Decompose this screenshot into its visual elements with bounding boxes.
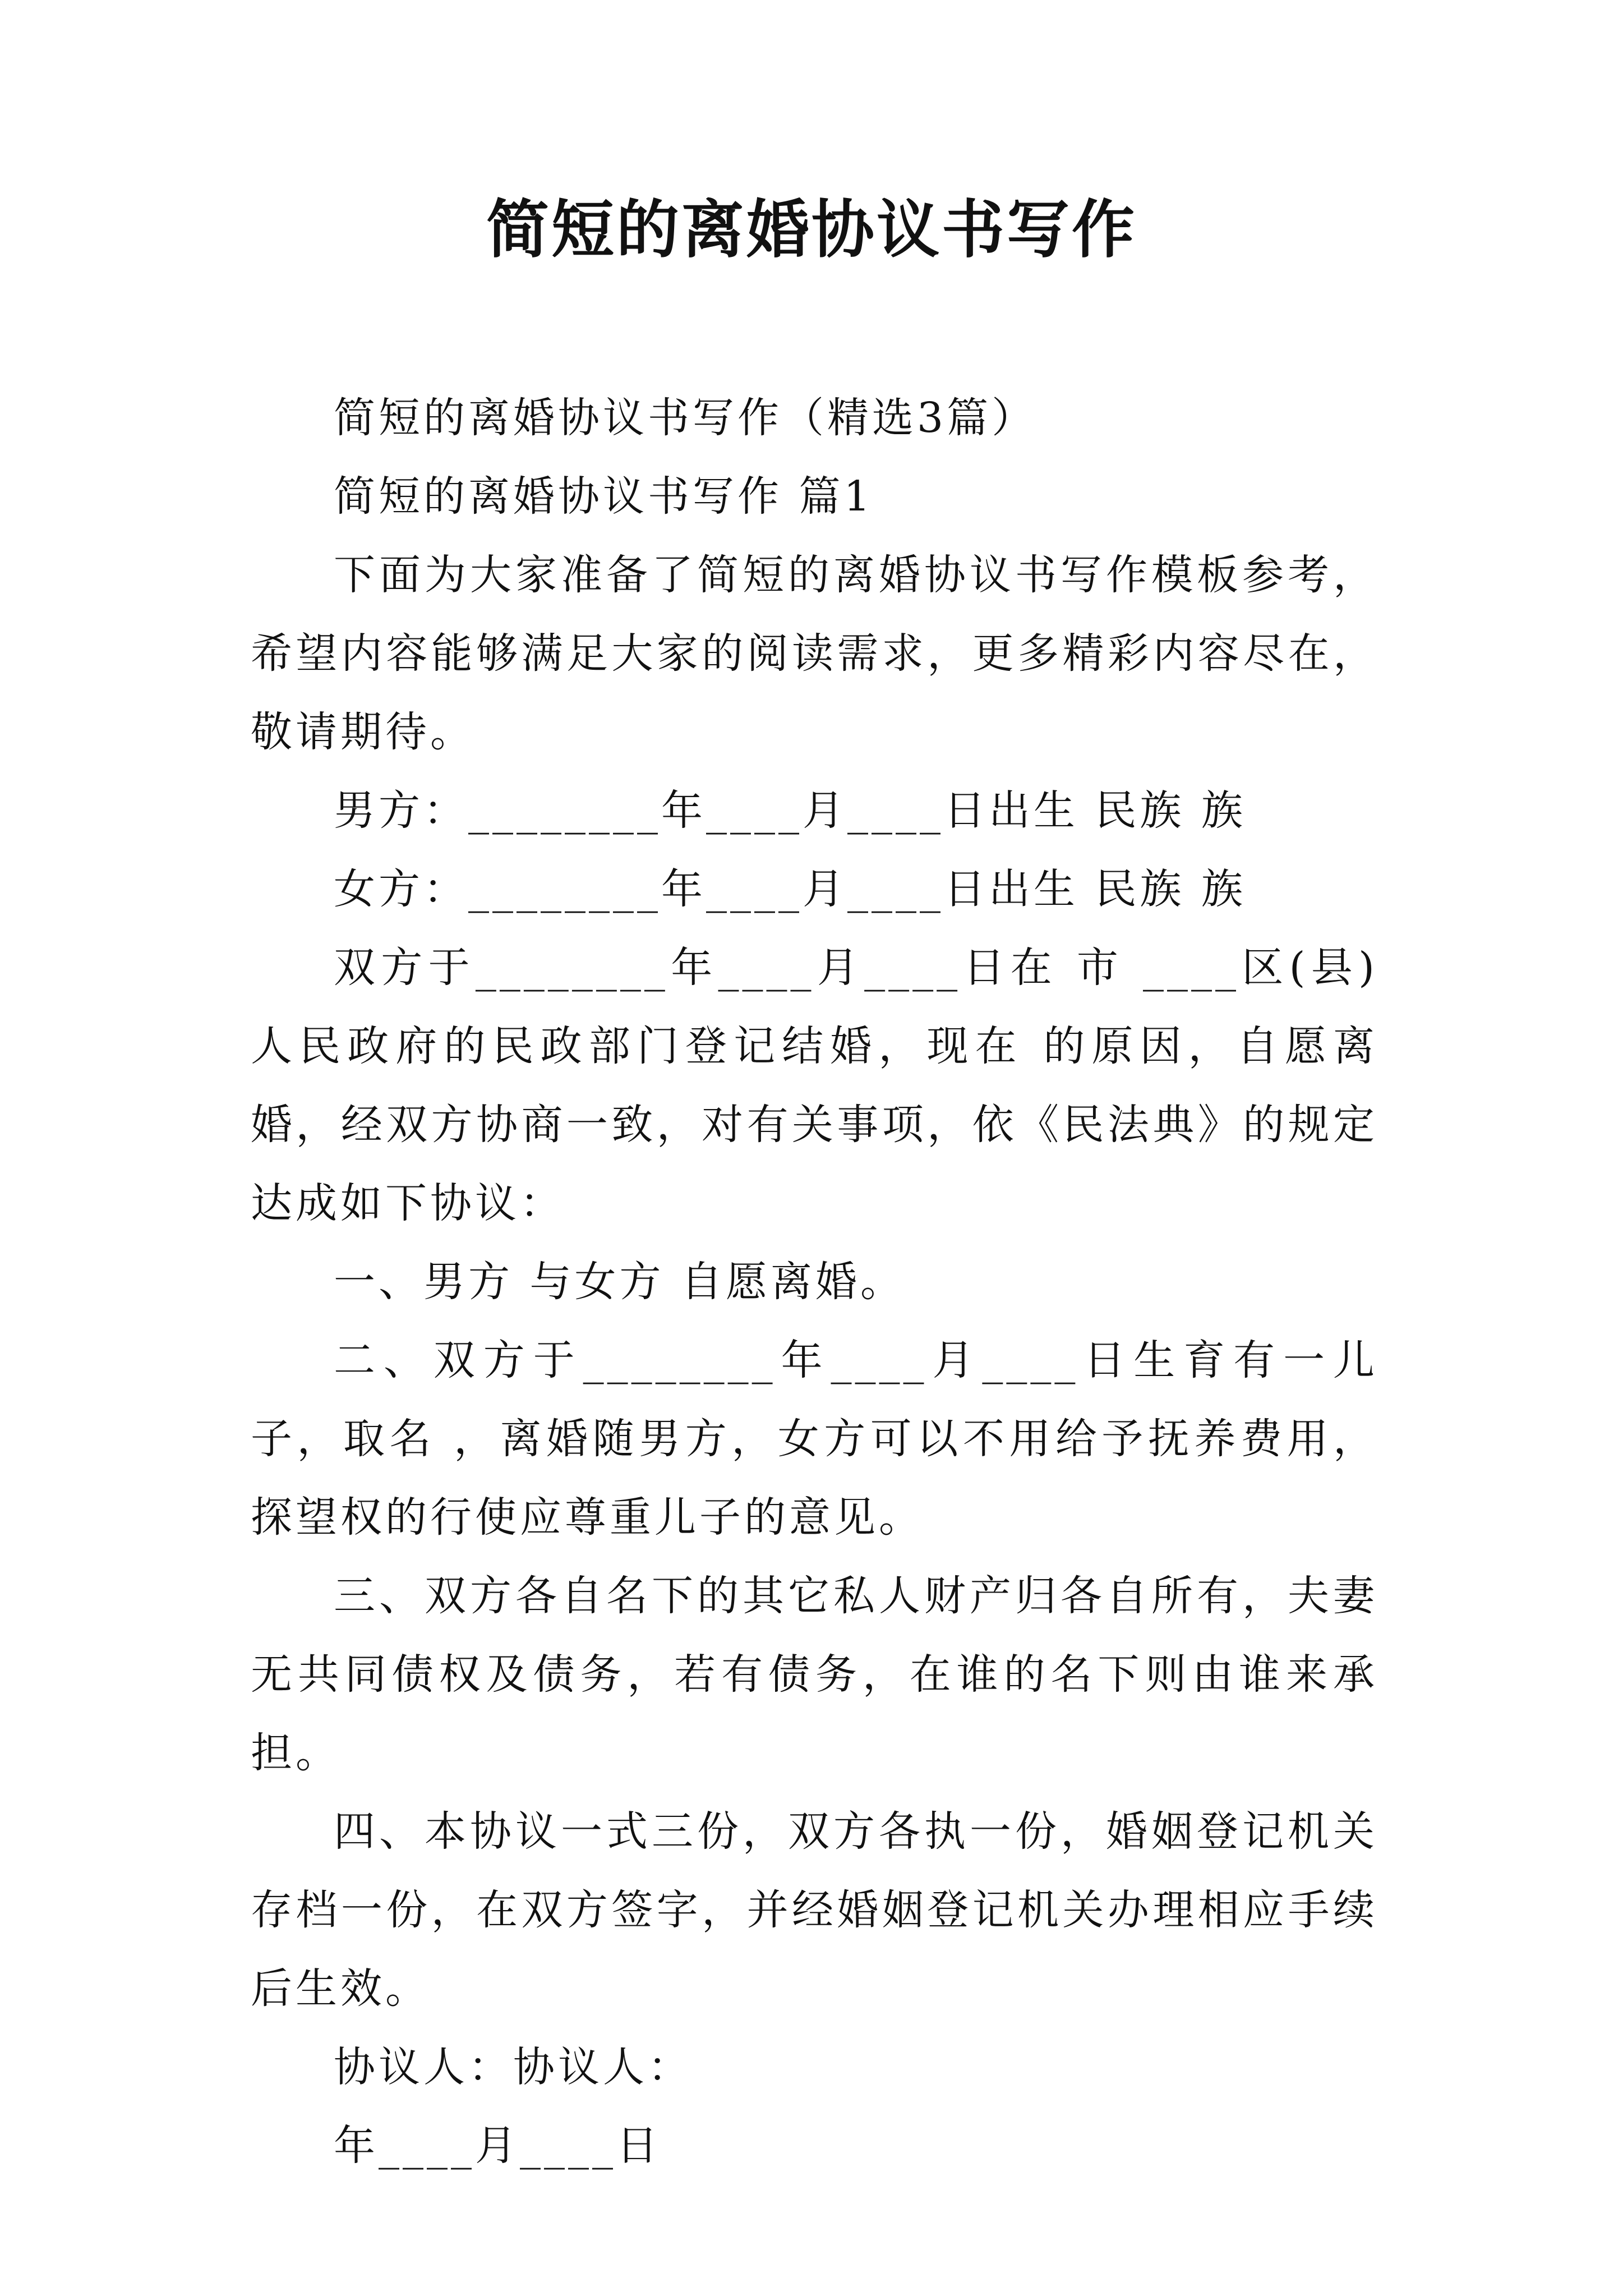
paragraph-female-party: 女方：________年____月____日出生 民族 族 [334,865,1247,913]
paragraph-subtitle: 简短的离婚协议书写作（精选3篇） [334,394,1037,442]
document-title: 简短的离婚协议书写作 [486,193,1137,266]
document-body [251,379,1378,2185]
paragraph-male-party: 男方：________年____月____日出生 民族 族 [334,786,1247,835]
paragraph-date: 年____月____日 [334,2122,661,2170]
paragraph-clause-4: 四、本协议一式三份，双方各执一份，婚姻登记机关存档一份，在双方签字，并经婚姻登记机关办理相应手续后生效。 [251,1807,1378,2013]
paragraph-signatories: 协议人：协议人： [334,2043,693,2091]
paragraph-clause-3: 三、双方各自名下的其它私人财产归各自所有，夫妻无共同债权及债务，若有债务，在谁的名下则由谁来承担。 [251,1572,1378,1777]
paragraph-marriage-registration: 双方于________年____月____日在 市 ____区(县)人民政府的民政部门登记结婚，现在 的原因，自愿离婚，经双方协商一致，对有关事项，依《民法典》的规定达成如下协议： [251,944,1378,1227]
paragraph-clause-2: 二、双方于________年____月____日生育有一儿子，取名 ，离婚随男方，女方可以不用给予抚养费用，探望权的行使应尊重儿子的意见。 [251,1336,1378,1542]
paragraph-clause-1: 一、男方 与女方 自愿离婚。 [334,1258,906,1306]
paragraph-section-heading: 简短的离婚协议书写作 篇1 [334,472,874,521]
paragraph-intro: 下面为大家准备了简短的离婚协议书写作模板参考，希望内容能够满足大家的阅读需求，更多精彩内容尽在，敬请期待。 [251,551,1378,756]
